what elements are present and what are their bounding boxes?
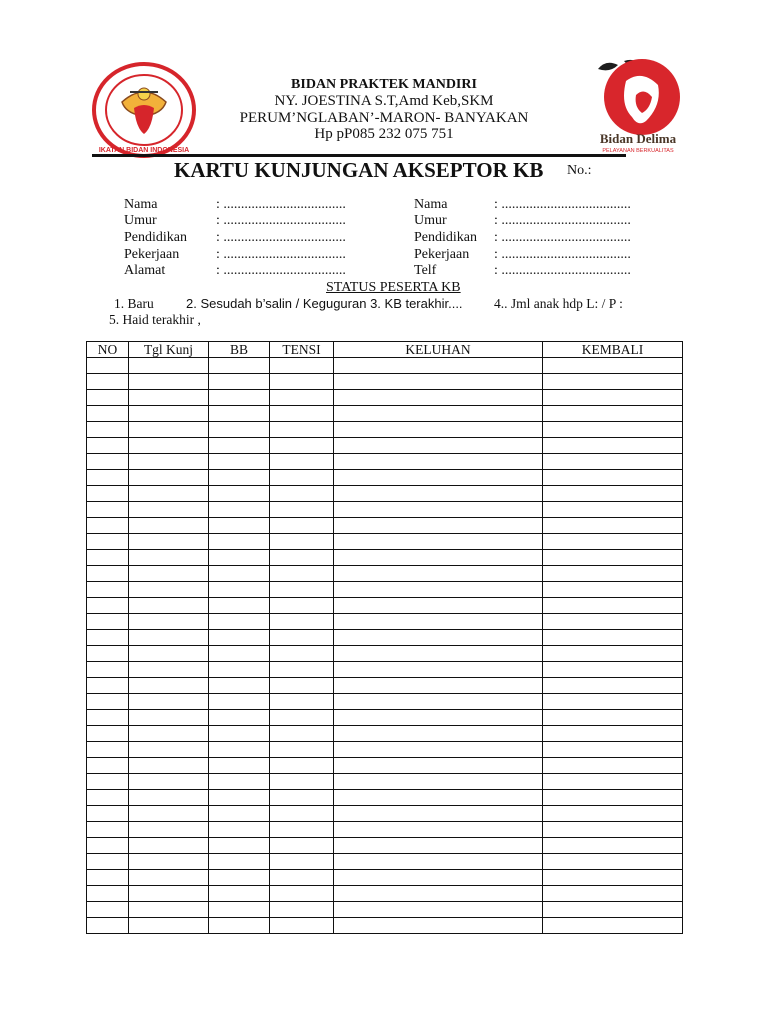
table-cell[interactable]	[87, 758, 129, 774]
table-cell[interactable]	[87, 918, 129, 934]
table-cell[interactable]	[129, 790, 209, 806]
table-cell[interactable]	[87, 822, 129, 838]
table-cell[interactable]	[334, 486, 543, 502]
table-row	[87, 566, 683, 582]
table-row	[87, 870, 683, 886]
header-divider	[92, 154, 626, 157]
table-cell[interactable]	[334, 838, 543, 854]
table-row	[87, 438, 683, 454]
table-cell[interactable]	[543, 822, 683, 838]
bidan-delima-logo	[588, 55, 690, 157]
table-cell[interactable]	[129, 774, 209, 790]
table-cell[interactable]	[209, 566, 270, 582]
table-cell[interactable]	[543, 422, 683, 438]
table-cell[interactable]	[334, 758, 543, 774]
table-cell[interactable]	[129, 374, 209, 390]
table-cell[interactable]	[87, 886, 129, 902]
table-cell[interactable]	[543, 886, 683, 902]
column-header-return: KEMBALI	[543, 342, 683, 358]
table-row	[87, 598, 683, 614]
midwife-name: NY. JOESTINA S.T,Amd Keb,SKM	[274, 93, 494, 109]
table-cell[interactable]	[129, 582, 209, 598]
column-header-blood-pressure: TENSI	[270, 342, 334, 358]
table-row	[87, 854, 683, 870]
status-title: STATUS PESERTA KB	[326, 280, 461, 295]
table-cell[interactable]	[87, 726, 129, 742]
left-field-label: Pekerjaan	[124, 247, 180, 262]
table-header-row	[87, 342, 683, 358]
table-row	[87, 822, 683, 838]
table-row	[87, 470, 683, 486]
table-row	[87, 614, 683, 630]
table-cell[interactable]	[334, 710, 543, 726]
table-cell[interactable]	[209, 438, 270, 454]
table-cell[interactable]	[270, 902, 334, 918]
table-cell[interactable]	[209, 678, 270, 694]
table-cell[interactable]	[209, 854, 270, 870]
table-cell[interactable]	[87, 694, 129, 710]
right-field-label: Umur	[414, 213, 447, 228]
table-cell[interactable]	[129, 870, 209, 886]
table-cell[interactable]	[209, 710, 270, 726]
table-cell[interactable]	[209, 614, 270, 630]
table-cell[interactable]	[87, 742, 129, 758]
table-cell[interactable]	[129, 886, 209, 902]
table-cell[interactable]	[87, 502, 129, 518]
table-cell[interactable]	[129, 710, 209, 726]
practice-title: BIDAN PRAKTEK MANDIRI	[291, 77, 477, 92]
table-cell[interactable]	[209, 886, 270, 902]
table-cell[interactable]	[129, 358, 209, 374]
table-cell[interactable]	[270, 534, 334, 550]
table-cell[interactable]	[129, 422, 209, 438]
table-cell[interactable]	[543, 726, 683, 742]
table-cell[interactable]	[270, 486, 334, 502]
table-cell[interactable]	[209, 806, 270, 822]
right-field-value[interactable]: : .....................................	[494, 230, 631, 245]
table-cell[interactable]	[334, 918, 543, 934]
table-cell[interactable]	[209, 502, 270, 518]
table-cell[interactable]	[543, 710, 683, 726]
table-cell[interactable]	[87, 662, 129, 678]
table-cell[interactable]	[270, 422, 334, 438]
right-field-value[interactable]: : .....................................	[494, 247, 631, 262]
table-cell[interactable]	[209, 486, 270, 502]
table-cell[interactable]	[87, 358, 129, 374]
card-number-label: No.:	[567, 163, 592, 178]
table-row	[87, 358, 683, 374]
left-field-value[interactable]: : ...................................	[216, 197, 346, 212]
left-field-label: Pendidikan	[124, 230, 187, 245]
table-cell[interactable]	[543, 694, 683, 710]
table-cell[interactable]	[129, 902, 209, 918]
left-field-label: Alamat	[124, 263, 166, 278]
ikatan-bidan-indonesia-logo	[92, 62, 196, 158]
logo-left-text: IKATAN BIDAN INDONESIA	[98, 147, 190, 154]
table-cell[interactable]	[87, 518, 129, 534]
logo-right-subtitle: PELAYANAN BERKUALITAS	[602, 148, 674, 154]
table-row	[87, 406, 683, 422]
table-cell[interactable]	[129, 758, 209, 774]
table-cell[interactable]	[87, 486, 129, 502]
table-cell[interactable]	[87, 406, 129, 422]
table-cell[interactable]	[543, 678, 683, 694]
table-row	[87, 502, 683, 518]
table-cell[interactable]	[129, 470, 209, 486]
table-cell[interactable]	[129, 630, 209, 646]
column-header-visit-date: Tgl Kunj	[129, 342, 209, 358]
table-cell[interactable]	[334, 694, 543, 710]
table-cell[interactable]	[543, 374, 683, 390]
table-cell[interactable]	[270, 806, 334, 822]
table-cell[interactable]	[270, 598, 334, 614]
table-row	[87, 806, 683, 822]
table-cell[interactable]	[87, 534, 129, 550]
table-cell[interactable]	[334, 790, 543, 806]
table-cell[interactable]	[334, 358, 543, 374]
table-cell[interactable]	[209, 694, 270, 710]
table-cell[interactable]	[543, 550, 683, 566]
table-cell[interactable]	[129, 806, 209, 822]
table-row	[87, 422, 683, 438]
table-cell[interactable]	[270, 886, 334, 902]
table-cell[interactable]	[270, 662, 334, 678]
table-cell[interactable]	[270, 646, 334, 662]
left-field-value[interactable]: : ...................................	[216, 247, 346, 262]
table-cell[interactable]	[270, 822, 334, 838]
table-cell[interactable]	[209, 582, 270, 598]
table-cell[interactable]	[87, 902, 129, 918]
left-field-value[interactable]: : ...................................	[216, 230, 346, 245]
table-cell[interactable]	[129, 742, 209, 758]
logo-right-title: Bidan Delima	[599, 131, 677, 146]
table-cell[interactable]	[543, 838, 683, 854]
table-cell[interactable]	[209, 390, 270, 406]
table-cell[interactable]	[270, 630, 334, 646]
table-cell[interactable]	[209, 918, 270, 934]
table-cell[interactable]	[209, 550, 270, 566]
table-cell[interactable]	[334, 646, 543, 662]
table-cell[interactable]	[209, 598, 270, 614]
right-field-value[interactable]: : .....................................	[494, 197, 631, 212]
table-cell[interactable]	[270, 854, 334, 870]
table-cell[interactable]	[543, 758, 683, 774]
table-cell[interactable]	[270, 374, 334, 390]
right-field-label: Pendidikan	[414, 230, 477, 245]
table-cell[interactable]	[334, 454, 543, 470]
table-cell[interactable]	[209, 870, 270, 886]
table-cell[interactable]	[543, 774, 683, 790]
table-cell[interactable]	[129, 502, 209, 518]
table-cell[interactable]	[129, 566, 209, 582]
table-cell[interactable]	[209, 454, 270, 470]
table-row	[87, 902, 683, 918]
table-cell[interactable]	[129, 646, 209, 662]
table-cell[interactable]	[209, 758, 270, 774]
table-row	[87, 710, 683, 726]
table-cell[interactable]	[270, 918, 334, 934]
table-cell[interactable]	[270, 406, 334, 422]
table-cell[interactable]	[543, 406, 683, 422]
table-cell[interactable]	[543, 918, 683, 934]
table-cell[interactable]	[270, 870, 334, 886]
table-cell[interactable]	[129, 486, 209, 502]
status-children-count: 4.. Jml anak hdp L: / P :	[494, 296, 623, 311]
table-row	[87, 742, 683, 758]
left-field-value[interactable]: : ...................................	[216, 263, 346, 278]
table-cell[interactable]	[209, 374, 270, 390]
table-row	[87, 454, 683, 470]
table-cell[interactable]	[334, 406, 543, 422]
table-cell[interactable]	[543, 598, 683, 614]
right-field-label: Nama	[414, 197, 448, 212]
table-cell[interactable]	[270, 358, 334, 374]
table-cell[interactable]	[129, 726, 209, 742]
table-cell[interactable]	[270, 694, 334, 710]
table-cell[interactable]	[334, 902, 543, 918]
table-cell[interactable]	[209, 774, 270, 790]
table-cell[interactable]	[209, 822, 270, 838]
table-cell[interactable]	[543, 390, 683, 406]
table-cell[interactable]	[334, 422, 543, 438]
table-cell[interactable]	[209, 902, 270, 918]
table-cell[interactable]	[129, 678, 209, 694]
table-cell[interactable]	[334, 886, 543, 902]
table-cell[interactable]	[87, 566, 129, 582]
status-option-postpartum: 2. Sesudah b’salin / Keguguran 3. KB terakhir....	[186, 296, 463, 311]
table-cell[interactable]	[543, 742, 683, 758]
table-row	[87, 838, 683, 854]
table-cell[interactable]	[129, 518, 209, 534]
table-cell[interactable]	[129, 822, 209, 838]
table-cell[interactable]	[87, 854, 129, 870]
table-row	[87, 918, 683, 934]
table-row	[87, 662, 683, 678]
table-cell[interactable]	[209, 662, 270, 678]
table-cell[interactable]	[334, 582, 543, 598]
table-cell[interactable]	[543, 806, 683, 822]
table-cell[interactable]	[209, 470, 270, 486]
table-cell[interactable]	[209, 646, 270, 662]
table-cell[interactable]	[334, 614, 543, 630]
table-cell[interactable]	[87, 438, 129, 454]
table-cell[interactable]	[87, 710, 129, 726]
table-cell[interactable]	[334, 470, 543, 486]
table-cell[interactable]	[270, 742, 334, 758]
table-cell[interactable]	[270, 678, 334, 694]
table-cell[interactable]	[87, 774, 129, 790]
table-cell[interactable]	[543, 582, 683, 598]
table-cell[interactable]	[334, 726, 543, 742]
table-cell[interactable]	[87, 454, 129, 470]
table-cell[interactable]	[543, 646, 683, 662]
right-field-label: Pekerjaan	[414, 247, 470, 262]
table-cell[interactable]	[129, 838, 209, 854]
table-cell[interactable]	[543, 502, 683, 518]
column-header-weight: BB	[209, 342, 270, 358]
table-row	[87, 758, 683, 774]
table-cell[interactable]	[87, 470, 129, 486]
table-cell[interactable]	[334, 630, 543, 646]
table-cell[interactable]	[129, 390, 209, 406]
table-cell[interactable]	[209, 358, 270, 374]
table-cell[interactable]	[334, 374, 543, 390]
table-cell[interactable]	[270, 518, 334, 534]
table-cell[interactable]	[87, 374, 129, 390]
table-cell[interactable]	[543, 486, 683, 502]
table-row	[87, 518, 683, 534]
table-cell[interactable]	[209, 630, 270, 646]
table-cell[interactable]	[87, 790, 129, 806]
table-cell[interactable]	[87, 614, 129, 630]
table-row	[87, 534, 683, 550]
table-cell[interactable]	[334, 870, 543, 886]
table-row	[87, 582, 683, 598]
table-cell[interactable]	[87, 678, 129, 694]
table-cell[interactable]	[209, 518, 270, 534]
table-cell[interactable]	[334, 598, 543, 614]
table-cell[interactable]	[87, 646, 129, 662]
table-cell[interactable]	[270, 502, 334, 518]
table-cell[interactable]	[270, 790, 334, 806]
table-cell[interactable]	[543, 790, 683, 806]
table-cell[interactable]	[334, 662, 543, 678]
table-cell[interactable]	[543, 614, 683, 630]
table-cell[interactable]	[87, 838, 129, 854]
table-cell[interactable]	[87, 870, 129, 886]
table-cell[interactable]	[129, 598, 209, 614]
table-row	[87, 886, 683, 902]
table-cell[interactable]	[543, 358, 683, 374]
table-cell[interactable]	[129, 438, 209, 454]
table-cell[interactable]	[270, 838, 334, 854]
right-field-value[interactable]: : .....................................	[494, 263, 631, 278]
table-cell[interactable]	[334, 774, 543, 790]
table-row	[87, 630, 683, 646]
table-cell[interactable]	[543, 454, 683, 470]
practice-phone: Hp pP085 232 075 751	[314, 126, 454, 142]
table-cell[interactable]	[543, 470, 683, 486]
table-cell[interactable]	[87, 582, 129, 598]
table-cell[interactable]	[270, 454, 334, 470]
table-cell[interactable]	[270, 390, 334, 406]
table-cell[interactable]	[334, 550, 543, 566]
table-cell[interactable]	[543, 854, 683, 870]
table-cell[interactable]	[270, 438, 334, 454]
right-field-value[interactable]: : .....................................	[494, 213, 631, 228]
table-cell[interactable]	[270, 550, 334, 566]
table-cell[interactable]	[334, 390, 543, 406]
table-cell[interactable]	[129, 550, 209, 566]
table-cell[interactable]	[334, 502, 543, 518]
visit-table-body	[87, 358, 683, 934]
table-cell[interactable]	[209, 838, 270, 854]
table-cell[interactable]	[543, 534, 683, 550]
table-row	[87, 726, 683, 742]
table-cell[interactable]	[129, 662, 209, 678]
table-cell[interactable]	[270, 470, 334, 486]
table-cell[interactable]	[209, 422, 270, 438]
status-last-menstruation: 5. Haid terakhir ,	[109, 312, 201, 327]
table-cell[interactable]	[129, 918, 209, 934]
table-cell[interactable]	[87, 806, 129, 822]
table-row	[87, 678, 683, 694]
table-row	[87, 390, 683, 406]
right-field-label: Telf	[414, 263, 437, 278]
left-field-label: Umur	[124, 213, 157, 228]
table-cell[interactable]	[270, 758, 334, 774]
status-option-new: 1. Baru	[114, 296, 154, 311]
left-field-value[interactable]: : ...................................	[216, 213, 346, 228]
table-cell[interactable]	[334, 806, 543, 822]
table-cell[interactable]	[129, 454, 209, 470]
table-cell[interactable]	[270, 774, 334, 790]
table-cell[interactable]	[270, 614, 334, 630]
table-cell[interactable]	[129, 694, 209, 710]
table-cell[interactable]	[334, 742, 543, 758]
table-cell[interactable]	[334, 854, 543, 870]
table-row	[87, 486, 683, 502]
left-field-label: Nama	[124, 197, 158, 212]
table-cell[interactable]	[270, 726, 334, 742]
table-cell[interactable]	[334, 534, 543, 550]
table-cell[interactable]	[543, 662, 683, 678]
table-cell[interactable]	[129, 614, 209, 630]
table-cell[interactable]	[129, 406, 209, 422]
table-cell[interactable]	[270, 566, 334, 582]
table-cell[interactable]	[334, 438, 543, 454]
table-cell[interactable]	[209, 406, 270, 422]
table-row	[87, 550, 683, 566]
table-cell[interactable]	[334, 678, 543, 694]
table-cell[interactable]	[209, 790, 270, 806]
column-header-no: NO	[87, 342, 129, 358]
table-row	[87, 374, 683, 390]
table-cell[interactable]	[87, 390, 129, 406]
table-cell[interactable]	[87, 550, 129, 566]
card-title: KARTU KUNJUNGAN AKSEPTOR KB	[174, 158, 544, 182]
table-cell[interactable]	[543, 566, 683, 582]
table-cell[interactable]	[129, 854, 209, 870]
table-row	[87, 694, 683, 710]
table-cell[interactable]	[334, 518, 543, 534]
table-cell[interactable]	[543, 518, 683, 534]
table-cell[interactable]	[270, 710, 334, 726]
table-row	[87, 790, 683, 806]
table-cell[interactable]	[209, 742, 270, 758]
table-cell[interactable]	[209, 534, 270, 550]
practice-address: PERUM’NGLABAN’-MARON- BANYAKAN	[239, 110, 529, 126]
table-cell[interactable]	[334, 566, 543, 582]
table-cell[interactable]	[87, 630, 129, 646]
table-row	[87, 774, 683, 790]
table-cell[interactable]	[543, 438, 683, 454]
table-cell[interactable]	[87, 422, 129, 438]
table-cell[interactable]	[209, 726, 270, 742]
table-cell[interactable]	[543, 630, 683, 646]
table-cell[interactable]	[543, 902, 683, 918]
table-cell[interactable]	[543, 870, 683, 886]
column-header-complaint: KELUHAN	[334, 342, 543, 358]
table-row	[87, 646, 683, 662]
visit-table	[86, 341, 683, 934]
table-cell[interactable]	[129, 534, 209, 550]
table-cell[interactable]	[87, 598, 129, 614]
table-cell[interactable]	[334, 822, 543, 838]
table-cell[interactable]	[270, 582, 334, 598]
